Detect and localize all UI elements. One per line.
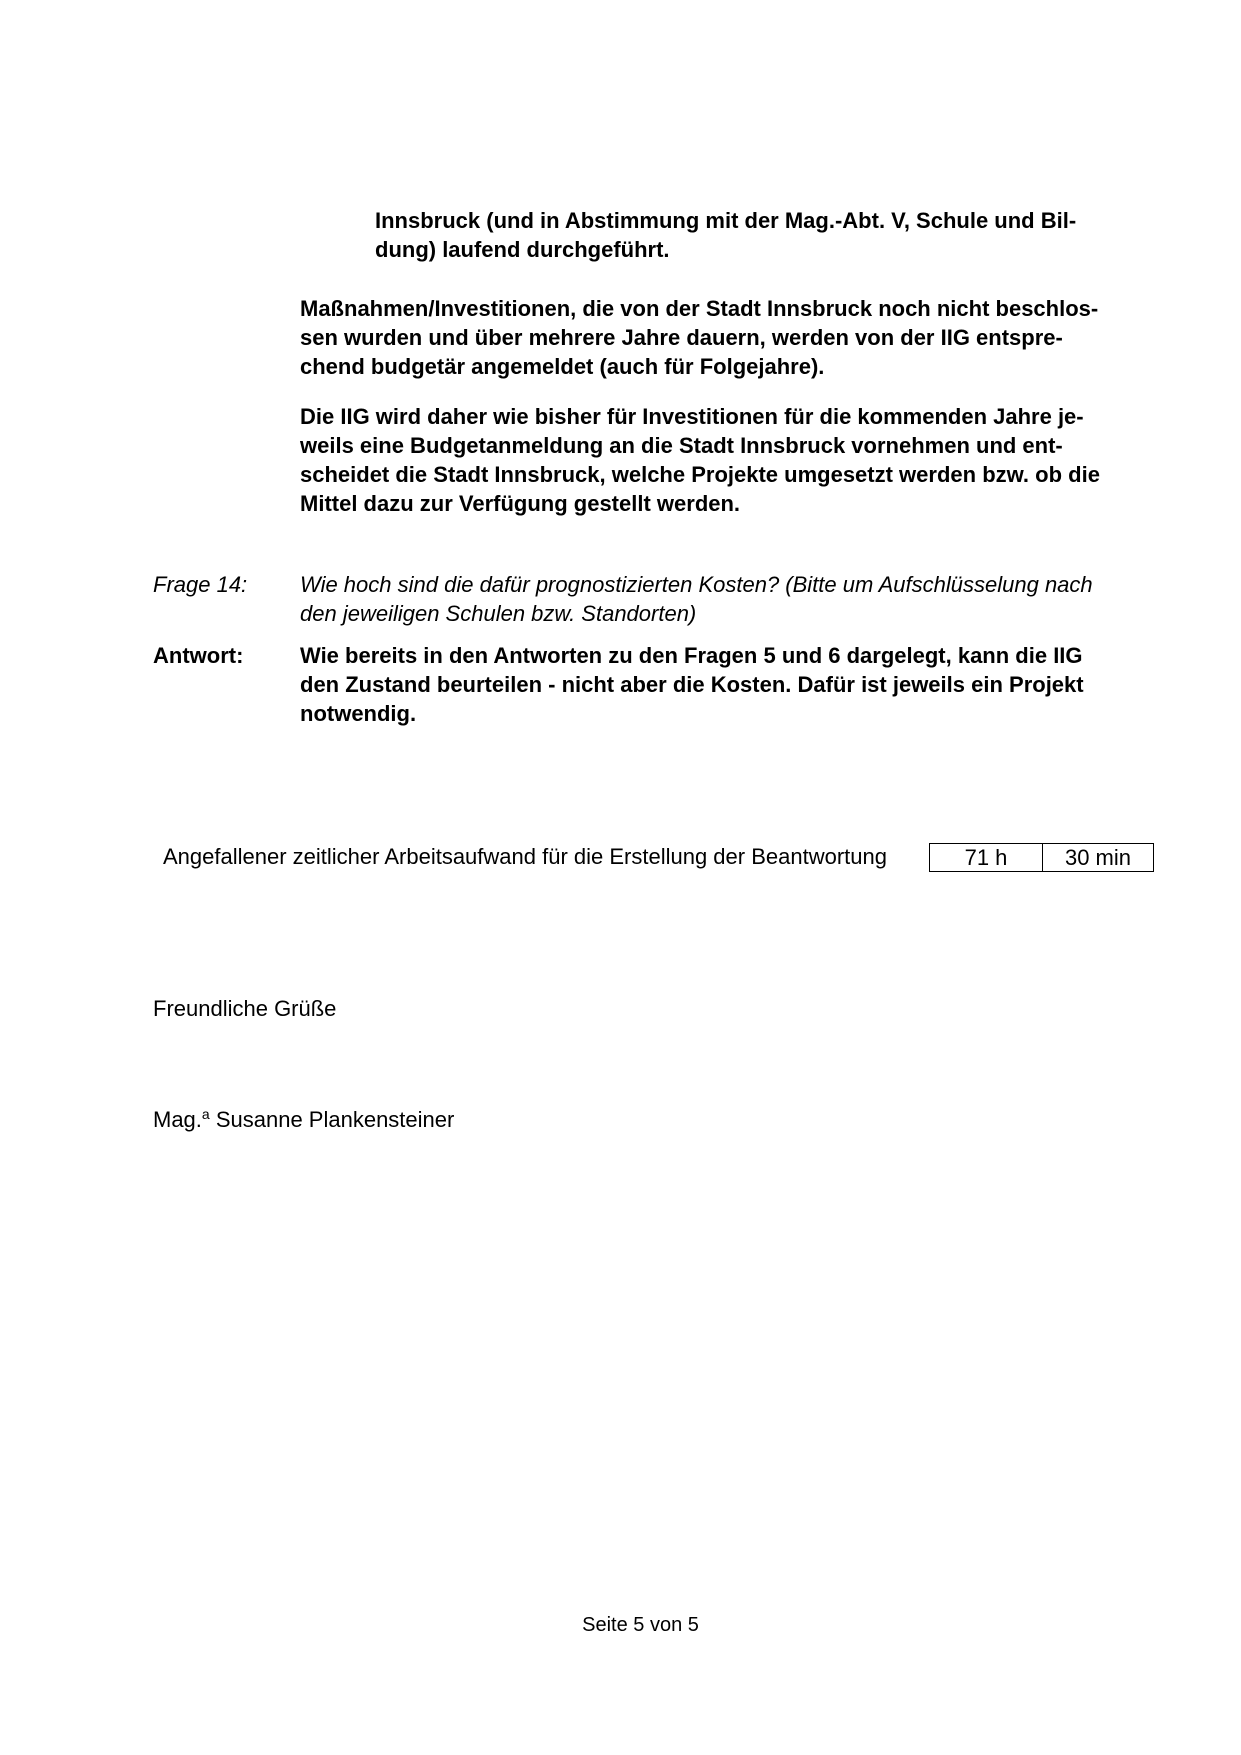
signature-prefix: Mag.: [153, 1107, 202, 1132]
page-number: Seite 5 von 5: [582, 1614, 699, 1636]
answer-label: Antwort:: [153, 643, 244, 668]
effort-label: Angefallener zeitlicher Arbeitsaufwand für die Erstellung der Beantwortung: [163, 844, 887, 869]
paragraph-budget: [300, 402, 1100, 518]
closing-greeting: Freundliche Grüße: [153, 996, 337, 1021]
effort-table: [929, 843, 1154, 872]
paragraph-continuation: [375, 206, 1076, 264]
text-line: Die IIG wird daher wie bisher für Investitionen für die kommenden Jahre je-: [300, 404, 1084, 429]
signature-superscript: a: [201, 1106, 210, 1122]
text-line: chend budgetär angemeldet (auch für Folgejahre).: [300, 354, 825, 379]
text-line: Innsbruck (und in Abstimmung mit der Mag.-Abt. V, Schule und Bil-: [375, 208, 1077, 233]
signature: [153, 1105, 454, 1134]
question-text: [300, 570, 1093, 628]
effort-minutes: 30 min: [1043, 844, 1154, 872]
paragraph-measures: [300, 294, 1098, 381]
text-line: Wie bereits in den Antworten zu den Fragen 5 und 6 dargelegt, kann die IIG: [300, 643, 1083, 668]
signature-name: Susanne Plankensteiner: [215, 1107, 455, 1132]
text-line: Wie hoch sind die dafür prognostizierten Kosten? (Bitte um Aufschlüsselung nach: [300, 572, 1093, 597]
answer-text: [300, 641, 1084, 728]
text-line: Maßnahmen/Investitionen, die von der Stadt Innsbruck noch nicht beschlos-: [300, 296, 1099, 321]
text-line: den jeweiligen Schulen bzw. Standorten): [300, 601, 697, 626]
effort-hours: 71 h: [930, 844, 1043, 872]
text-line: den Zustand beurteilen - nicht aber die Kosten. Dafür ist jeweils ein Projekt: [300, 672, 1084, 697]
text-line: sen wurden und über mehrere Jahre dauern, werden von der IIG entspre-: [300, 325, 1063, 350]
text-line: notwendig.: [300, 701, 417, 726]
text-line: scheidet die Stadt Innsbruck, welche Projekte umgesetzt werden bzw. ob die: [300, 462, 1100, 487]
question-label: Frage 14:: [153, 572, 248, 597]
text-line: weils eine Budgetanmeldung an die Stadt Innsbruck vornehmen und ent-: [300, 433, 1063, 458]
text-line: dung) laufend durchgeführt.: [375, 237, 670, 262]
text-line: Mittel dazu zur Verfügung gestellt werden.: [300, 491, 741, 516]
